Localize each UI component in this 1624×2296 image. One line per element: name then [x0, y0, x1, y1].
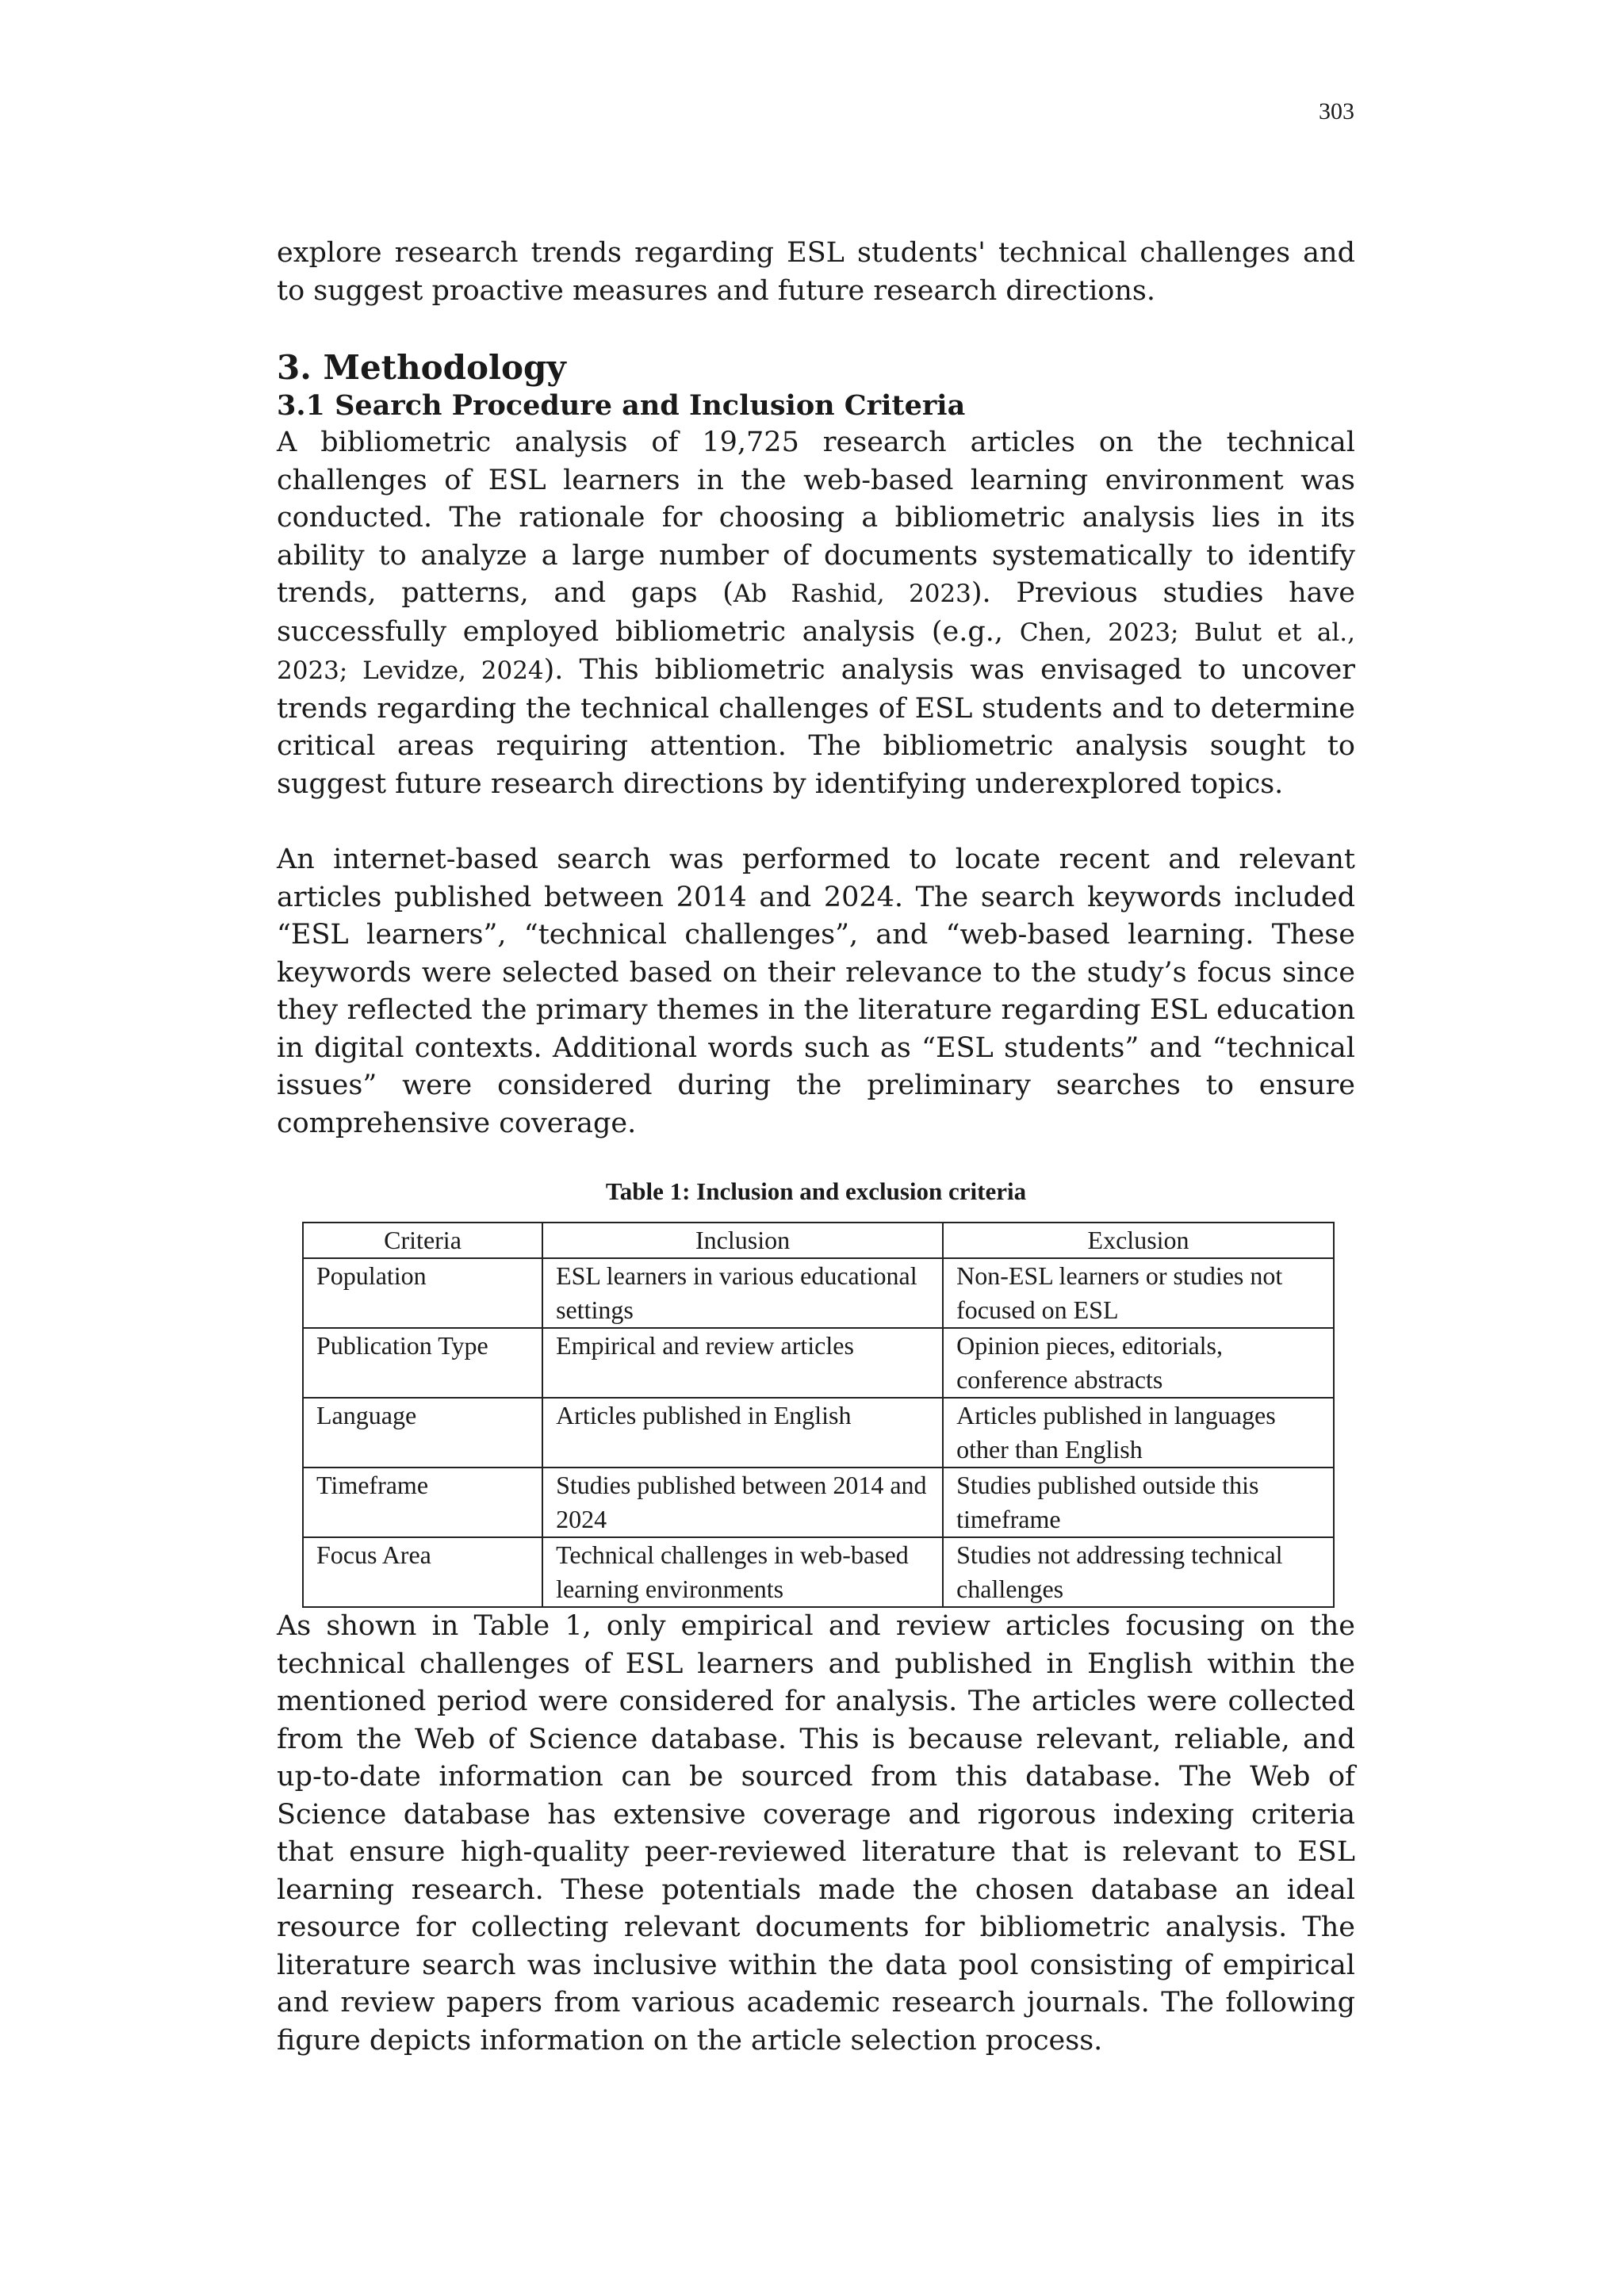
paragraph-bibliometric-analysis — [277, 424, 1355, 803]
table-cell: Technical challenges in web-based learning environments — [542, 1537, 943, 1607]
paragraph-search-keywords: An internet-based search was performed to locate recent and relevant articles published between 2014 and 2024. The search keywords included “ESL learners”, “technical challenges”, and “web-based learning. These keywords were selected based on their relevance to the study’s focus since they reflected the primary themes in the literature regarding ESL education in digital contexts. Additional words such as “ESL students” and “technical issues” were considered during the preliminary searches to ensure comprehensive coverage. — [277, 844, 1355, 1139]
paragraph-text: ). This bibliometric analysis was envisaged to uncover trends regarding the technical challenges of ESL students and to determine critical areas requiring attention. The bibliometric analysis sought to suggest future research directions by identifying underexplored topics. — [277, 654, 1355, 800]
paragraph-table-discussion: As shown in Table 1, only empirical and review articles focusing on the technical challenges of ESL learners and published in English within the mentioned period were considered for analysis. The articles were collected from the Web of Science database. This is because relevant, reliable, and up-to-date information can be sourced from this database. The Web of Science database has extensive coverage and rigorous indexing criteria that ensure high-quality peer-reviewed literature that is relevant to ESL learning research. These potentials made the chosen database an ideal resource for collecting relevant documents for bibliometric analysis. The literature search was inclusive within the data pool consisting of empirical and review papers from various academic research journals. The following figure depicts information on the article selection process. — [277, 1610, 1355, 2057]
table-header-cell: Inclusion — [542, 1223, 943, 1258]
table-header-cell: Exclusion — [943, 1223, 1334, 1258]
table-cell: ESL learners in various educational settings — [542, 1258, 943, 1328]
table-cell: Non-ESL learners or studies not focused on ESL — [943, 1258, 1334, 1328]
table-cell: Articles published in languages other than English — [943, 1398, 1334, 1468]
criteria-table — [302, 1222, 1335, 1608]
table-header-row — [303, 1223, 1334, 1258]
table-cell: Focus Area — [303, 1537, 542, 1607]
table-cell: Opinion pieces, editorials, conference abstracts — [943, 1328, 1334, 1398]
page-number: 303 — [1319, 98, 1354, 124]
table-cell: Population — [303, 1258, 542, 1328]
table-cell: Timeframe — [303, 1468, 542, 1537]
table-row — [303, 1328, 1334, 1398]
table-cell: Studies not addressing technical challenges — [943, 1537, 1334, 1607]
table-header-cell: Criteria — [303, 1223, 542, 1258]
table-cell: Studies published outside this timeframe — [943, 1468, 1334, 1537]
table-caption: Table 1: Inclusion and exclusion criteria — [605, 1177, 1027, 1205]
table-row — [303, 1468, 1334, 1537]
table-cell: Language — [303, 1398, 542, 1468]
section-title: 3. Methodology — [277, 348, 566, 387]
table-row — [303, 1537, 1334, 1607]
citation: Chen, 2023; Bulut et al., 2023; Levidze, 2024 — [277, 618, 1356, 685]
table-cell: Articles published in English — [542, 1398, 943, 1468]
table-row — [303, 1398, 1334, 1468]
intro-paragraph: explore research trends regarding ESL students' technical challenges and to suggest proactive measures and future research directions. — [277, 237, 1355, 307]
table-cell: Empirical and review articles — [542, 1328, 943, 1398]
paragraph-text: ). Previous studies have successfully employed bibliometric analysis (e.g., — [277, 577, 1355, 648]
paragraph-text: A bibliometric analysis of 19,725 research articles on the technical challenges of ESL learners in the web-based learning environment was conducted. The rationale for choosing a bibliometric analysis lies in its ability to analyze a large number of documents systematically to identify trends, patterns, and gaps ( — [277, 427, 1355, 609]
page-content — [277, 235, 1355, 2060]
table-cell: Studies published between 2014 and 2024 — [542, 1468, 943, 1537]
table-cell: Publication Type — [303, 1328, 542, 1398]
table-row — [303, 1258, 1334, 1328]
subsection-title: 3.1 Search Procedure and Inclusion Criteria — [277, 389, 966, 422]
citation: Ab Rashid, 2023 — [733, 580, 971, 608]
